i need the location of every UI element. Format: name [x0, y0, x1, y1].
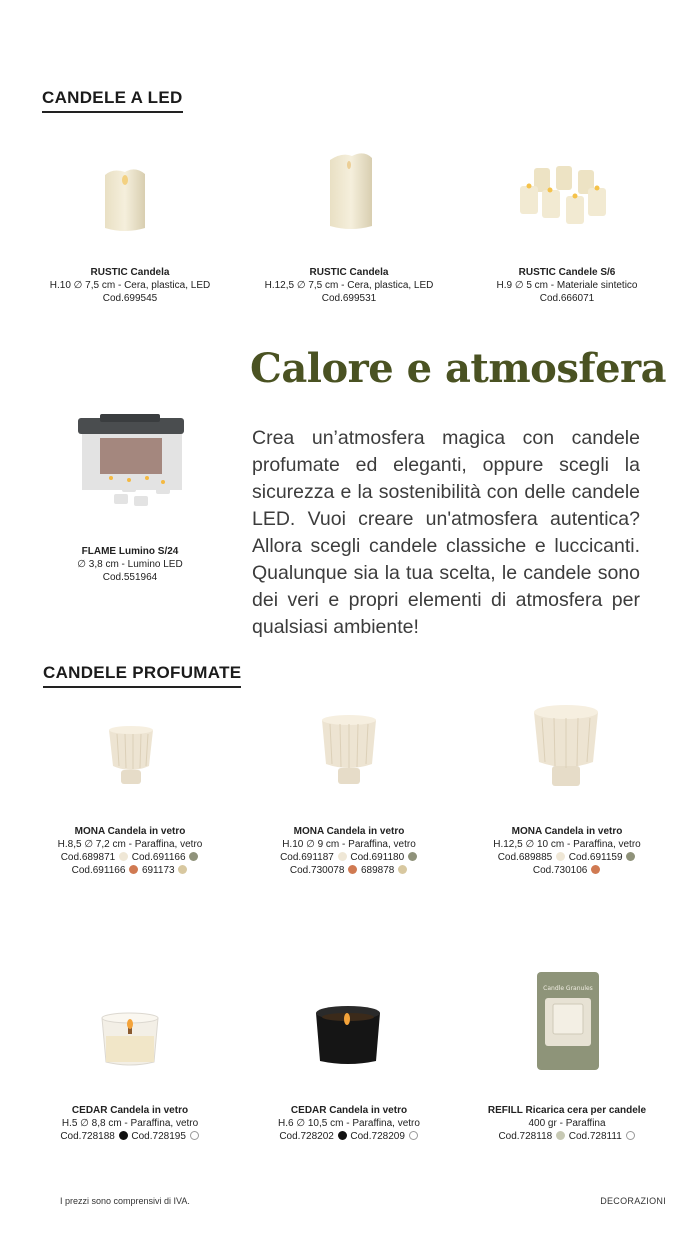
- product-code: Cod.691159: [568, 852, 623, 863]
- product-subtitle: Ricarica cera per candele: [525, 1105, 647, 1116]
- product-code: Cod.699545: [102, 293, 158, 304]
- product-code: Cod.730078: [289, 865, 345, 876]
- product-subtitle: Lumino S/24: [118, 546, 179, 557]
- product-subtitle: Candela: [130, 267, 170, 278]
- color-swatch-white: [190, 1131, 199, 1140]
- footer-category: DECORAZIONI: [600, 1196, 666, 1206]
- product-code: Cod.689885: [497, 852, 553, 863]
- product-subtitle: Candela in vetro: [107, 826, 186, 837]
- product-code: Cod.691180: [350, 852, 405, 863]
- product-cedar-2: [249, 1104, 449, 1143]
- product-spec: H.12,5 ∅ 7,5 cm - Cera, plastica, LED: [264, 280, 434, 291]
- product-code: Cod.691166: [71, 865, 126, 876]
- color-swatch-sage: [626, 852, 635, 861]
- product-subtitle: Candele S/6: [558, 267, 616, 278]
- color-swatch-cream: [338, 852, 347, 861]
- color-swatch-terracotta: [129, 865, 138, 874]
- color-swatch-cream: [119, 852, 128, 861]
- product-code: Cod.699531: [321, 293, 377, 304]
- product-spec: H.8,5 ∅ 7,2 cm - Paraffina, vetro: [57, 839, 203, 850]
- product-spec: H.10 ∅ 7,5 cm - Cera, plastica, LED: [49, 280, 211, 291]
- product-code: 691173: [141, 865, 175, 876]
- color-swatch-white: [409, 1131, 418, 1140]
- refill-pack-image: [535, 970, 601, 1072]
- refill-pack-label: Candle Granules: [543, 985, 593, 992]
- product-spec: H.5 ∅ 8,8 cm - Paraffina, vetro: [61, 1118, 199, 1129]
- flame-tealight-box-image: [70, 410, 188, 510]
- product-name: RUSTIC: [90, 267, 128, 278]
- product-mona-3: [467, 825, 667, 877]
- product-spec: H.6 ∅ 10,5 cm - Paraffina, vetro: [278, 1118, 420, 1129]
- product-name: MONA: [74, 826, 105, 837]
- product-code: Cod.666071: [539, 293, 595, 304]
- section-title-led: CANDELE A LED: [42, 88, 183, 113]
- product-spec: H.9 ∅ 5 cm - Materiale sintetico: [496, 280, 638, 291]
- product-subtitle: Candela in vetro: [110, 1105, 189, 1116]
- color-swatch-white: [626, 1131, 635, 1140]
- cedar-candle-image-2: [312, 1005, 384, 1070]
- product-name: REFILL: [487, 1105, 523, 1116]
- product-code: Cod.728188: [60, 1131, 115, 1142]
- product-rustic-1: [30, 266, 230, 305]
- color-swatch-black: [119, 1131, 128, 1140]
- color-swatch-black: [338, 1131, 347, 1140]
- product-code: Cod.728111: [568, 1131, 622, 1142]
- rustic-candle-image-2: [322, 148, 380, 233]
- product-rustic-set: [467, 266, 667, 305]
- product-code: Cod.728118: [498, 1131, 553, 1142]
- mona-candle-image-2: [318, 710, 380, 790]
- product-name: MONA: [293, 826, 324, 837]
- rustic-candle-set-image: [512, 160, 612, 235]
- product-code: Cod.728202: [279, 1131, 334, 1142]
- product-spec: H.10 ∅ 9 cm - Paraffina, vetro: [282, 839, 416, 850]
- product-name: MONA: [511, 826, 542, 837]
- product-subtitle: Candela: [349, 267, 389, 278]
- product-rustic-2: [249, 266, 449, 305]
- product-mona-2: [249, 825, 449, 877]
- product-code: Cod.728209: [350, 1131, 405, 1142]
- color-swatch-sand: [178, 865, 187, 874]
- color-swatch-sand: [398, 865, 407, 874]
- product-flame: [30, 545, 230, 584]
- color-swatch-sage: [189, 852, 198, 861]
- feature-headline: Calore e atmosfera: [250, 345, 667, 392]
- product-cedar-1: [30, 1104, 230, 1143]
- section-title-profumate: CANDELE PROFUMATE: [43, 663, 241, 688]
- product-name: RUSTIC: [309, 267, 347, 278]
- feature-body: Crea un’atmosfera magica con candele profumate ed eleganti, oppure scegli la sicurezza e la sostenibilità con delle candele LED. Vuoi creare un'atmosfera autentica? Allora scegli candele classiche e luccicanti. Qualunque sia la tua scelta, le candele sono dei veri e propri elementi di atmosfera per qualsiasi ambiente!: [252, 427, 640, 638]
- product-name: CEDAR: [71, 1105, 108, 1116]
- product-code: Cod.730106: [532, 865, 588, 876]
- product-refill: [467, 1104, 667, 1143]
- product-code: Cod.691166: [131, 852, 186, 863]
- mona-candle-image-1: [103, 722, 159, 790]
- product-spec: ∅ 3,8 cm - Lumino LED: [77, 559, 183, 570]
- color-swatch-terracotta: [591, 865, 600, 874]
- product-name: FLAME: [81, 546, 117, 557]
- product-code: Cod.691187: [280, 852, 334, 863]
- product-subtitle: Candela in vetro: [329, 1105, 408, 1116]
- mona-candle-image-3: [530, 700, 602, 792]
- product-subtitle: Candela in vetro: [544, 826, 623, 837]
- product-name: RUSTIC: [518, 267, 556, 278]
- product-code: Cod.728195: [131, 1131, 186, 1142]
- product-code: 689878: [360, 865, 395, 876]
- footer-vat-note: I prezzi sono comprensivi di IVA.: [60, 1196, 190, 1206]
- product-spec: H.12,5 ∅ 10 cm - Paraffina, vetro: [493, 839, 641, 850]
- product-code: Cod.689871: [60, 852, 116, 863]
- product-mona-1: [30, 825, 230, 877]
- product-subtitle: Candela in vetro: [326, 826, 405, 837]
- product-spec: 400 gr - Paraffina: [528, 1118, 606, 1129]
- product-code: Cod.551964: [102, 572, 158, 583]
- color-swatch-light-sage: [556, 1131, 565, 1140]
- cedar-candle-image-1: [98, 1012, 162, 1070]
- product-name: CEDAR: [290, 1105, 327, 1116]
- color-swatch-cream: [556, 852, 565, 861]
- color-swatch-terracotta: [348, 865, 357, 874]
- rustic-candle-image-1: [95, 160, 155, 235]
- color-swatch-sage: [408, 852, 417, 861]
